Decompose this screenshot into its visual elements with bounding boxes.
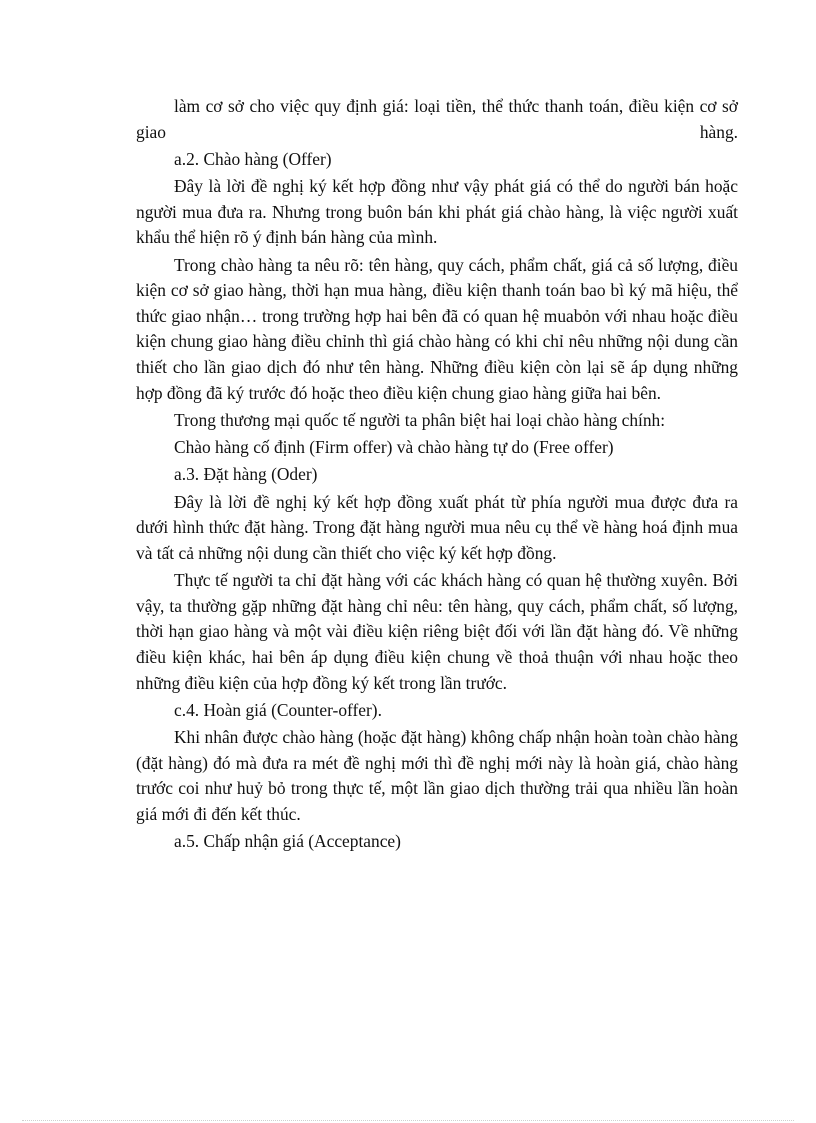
paragraph-order-practice: Thực tế người ta chỉ đặt hàng với các khách hàng có quan hệ thường xuyên. Bởi vậy, ta thường gặp những đặt hàng chỉ nêu: tên hàng, quy cách, phẩm chất, số lượng, thời hạn giao hàng và một vài điều kiện riêng biệt đối với lần đặt hàng đó. Về những điều kiện khác, hai bên áp dụng điều kiện chung về thoả thuận với nhau hoặc theo những điều kiện của hợp đồng ký kết trong lần trước. (136, 570, 738, 693)
paragraph-offer-types: Chào hàng cố định (Firm offer) và chào hàng tự do (Free offer) (174, 437, 614, 458)
paragraph-offer-types-intro: Trong thương mại quốc tế người ta phân biệt hai loại chào hàng chính: (174, 409, 666, 430)
heading-offer: a.2. Chào hàng (Offer) (174, 148, 332, 169)
paragraph-offer-contents: Trong chào hàng ta nêu rõ: tên hàng, quy cách, phẩm chất, giá cả số lượng, điều kiện cơ sở giao hàng, thời hạn mua hàng, điều kiện thanh toán bao bì ký mã hiệu, thể thức giao nhận… trong trường hợp hai bên đã có quan hệ muabỏn với nhau hoặc điều kiện chung giao hàng điều chỉnh thì giá chào hàng có khi chỉ nêu những nội dung cần thiết cho lần giao dịch đó như tên hàng. Những điều kiện còn lại sẽ áp dụng những hợp đồng đã ký trước đó hoặc theo điều kiện chung giao hàng giữa hai bên. (136, 254, 738, 403)
heading-acceptance: a.5. Chấp nhận giá (Acceptance) (174, 831, 401, 852)
paragraph-order-definition: Đây là lời đề nghị ký kết hợp đồng xuất phát từ phía người mua được đưa ra dưới hình thức đặt hàng. Trong đặt hàng người mua nêu cụ thể về hàng hoá định mua và tất cả những nội dung cần thiết cho việc ký kết hợp đồng. (136, 491, 738, 563)
paragraph-offer-definition: Đây là lời đề nghị ký kết hợp đồng như vậy phát giá có thể do người bán hoặc người mua đưa ra. Nhưng trong buôn bán khi phát giá chào hàng, là việc người xuất khẩu thể hiện rõ ý định bán hàng của mình. (136, 176, 738, 248)
page-bottom-rule (22, 1120, 794, 1121)
paragraph-price-basis: làm cơ sở cho việc quy định giá: loại tiền, thể thức thanh toán, điều kiện cơ sở giao hàng. (136, 96, 738, 142)
paragraph-counter-offer: Khi nhân được chào hàng (hoặc đặt hàng) không chấp nhận hoàn toàn chào hàng (đặt hàng) đó mà đưa ra mét đề nghị mới thì đề nghị mới này là hoàn giá, chào hàng trước coi như huỷ bỏ trong thực tế, một lần giao dịch thường trải qua nhiều lần hoàn giá mới đi đến kết thúc. (136, 727, 738, 824)
heading-counter-offer: c.4. Hoàn giá (Counter-offer). (174, 699, 382, 720)
heading-order: a.3. Đặt hàng (Oder) (174, 464, 318, 485)
document-body (136, 94, 738, 856)
